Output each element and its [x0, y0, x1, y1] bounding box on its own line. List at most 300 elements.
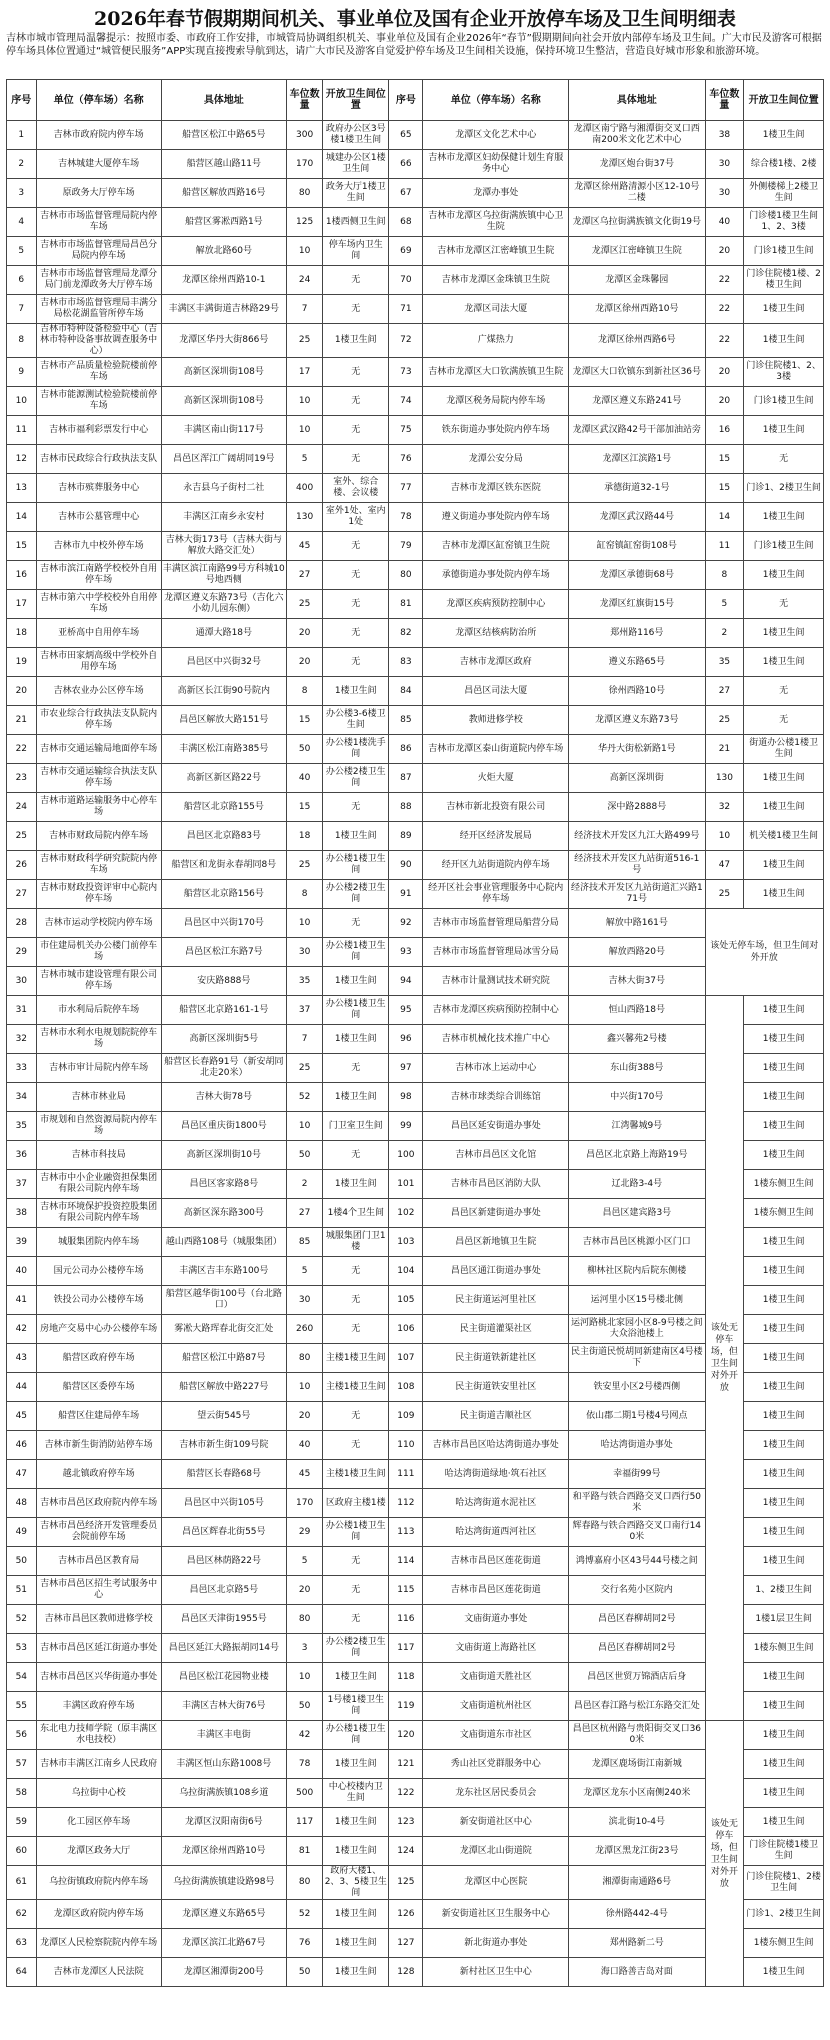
cell-index-2: 118	[389, 1663, 423, 1692]
cell-spaces: 50	[286, 1958, 322, 1987]
cell-unit-name-2: 吉林市昌邑区莲花街道	[423, 1576, 569, 1605]
cell-unit-name-2: 民主街道运河里社区	[423, 1286, 569, 1315]
cell-toilet: 主楼1楼卫生间	[323, 1373, 389, 1402]
cell-address-2: 经济技术开发区九站街道516-1号	[569, 851, 706, 880]
cell-toilet: 无	[323, 1286, 389, 1315]
table-row	[7, 851, 824, 880]
cell-unit-name-2: 龙潭区文化艺术中心	[423, 121, 569, 150]
cell-unit-name-2: 哈达湾街道水泥社区	[423, 1489, 569, 1518]
cell-toilet-2: 1楼卫生间	[744, 996, 824, 1025]
cell-address: 船营区越山路11号	[161, 150, 286, 179]
cell-address: 丰满区江南乡永安村	[161, 503, 286, 532]
cell-address: 昌邑区延江大路振胡同14号	[161, 1634, 286, 1663]
cell-unit-name-2: 龙东社区居民委员会	[423, 1779, 569, 1808]
cell-index: 52	[7, 1605, 37, 1634]
cell-address: 高新区深圳街10号	[161, 1141, 286, 1170]
cell-address-2: 鑫兴馨苑2号楼	[569, 1025, 706, 1054]
cell-unit-name-2: 吉林市球类综合训练馆	[423, 1083, 569, 1112]
cell-index-2: 115	[389, 1576, 423, 1605]
cell-unit-name: 房地产交易中心办公楼停车场	[36, 1315, 161, 1344]
cell-address: 昌邑区辉春北街55号	[161, 1518, 286, 1547]
cell-spaces-2: 20	[705, 237, 744, 266]
cell-toilet: 1楼卫生间	[323, 1958, 389, 1987]
cell-spaces: 170	[286, 150, 322, 179]
merged-note-cell: 该处无停车场，但卫生间对外开放	[705, 1721, 744, 1987]
cell-unit-name: 吉林市昌邑区延江街道办事处	[36, 1634, 161, 1663]
cell-index: 43	[7, 1344, 37, 1373]
cell-unit-name: 丰满区政府停车场	[36, 1692, 161, 1721]
cell-unit-name: 铁投公司办公楼停车场	[36, 1286, 161, 1315]
cell-unit-name: 吉林市昌邑区教育局	[36, 1547, 161, 1576]
cell-unit-name-2: 吉林市龙潭区铁东医院	[423, 474, 569, 503]
cell-spaces: 2	[286, 1170, 322, 1199]
cell-address-2: 恒山西路18号	[569, 996, 706, 1025]
cell-toilet: 无	[323, 1605, 389, 1634]
header-toilet: 开放卫生间位置	[323, 80, 389, 121]
cell-index-2: 70	[389, 266, 423, 295]
cell-index: 1	[7, 121, 37, 150]
cell-toilet-2: 1楼卫生间	[744, 1431, 824, 1460]
cell-address-2: 依山郡二期1号楼4号网点	[569, 1402, 706, 1431]
header-address-2: 具体地址	[569, 80, 706, 121]
cell-address: 丰满区松江南路385号	[161, 735, 286, 764]
cell-spaces: 5	[286, 1257, 322, 1286]
cell-index: 17	[7, 590, 37, 619]
cell-address-2: 龙潭区承德街68号	[569, 561, 706, 590]
cell-unit-name-2: 龙潭区中心医院	[423, 1866, 569, 1900]
cell-address: 龙潭区华丹大街866号	[161, 324, 286, 358]
cell-toilet-2: 1楼卫生间	[744, 619, 824, 648]
cell-toilet-2: 1楼卫生间	[744, 1692, 824, 1721]
table-row	[7, 1025, 824, 1054]
cell-unit-name-2: 经开区经济发展局	[423, 822, 569, 851]
cell-address-2: 龙潭区红旗街15号	[569, 590, 706, 619]
cell-address: 高新区深东路300号	[161, 1199, 286, 1228]
cell-unit-name: 吉林市市场监督管理局院内停车场	[36, 208, 161, 237]
cell-spaces-2: 15	[705, 474, 744, 503]
cell-unit-name-2: 吉林市市场监督管理局船营分局	[423, 909, 569, 938]
cell-address-2: 运河里小区15号楼北侧	[569, 1286, 706, 1315]
cell-address-2: 和平路与铁合西路交叉口西行50米	[569, 1489, 706, 1518]
cell-spaces-2: 25	[705, 706, 744, 735]
cell-spaces: 18	[286, 822, 322, 851]
cell-address: 昌邑区中兴街170号	[161, 909, 286, 938]
cell-spaces: 5	[286, 1547, 322, 1576]
cell-toilet-2: 1楼卫生间	[744, 503, 824, 532]
cell-index-2: 122	[389, 1779, 423, 1808]
cell-spaces: 400	[286, 474, 322, 503]
cell-index-2: 123	[389, 1808, 423, 1837]
table-row	[7, 1141, 824, 1170]
cell-address: 昌邑区中兴街105号	[161, 1489, 286, 1518]
cell-spaces: 27	[286, 561, 322, 590]
table-row	[7, 1721, 824, 1750]
cell-unit-name-2: 吉林市龙潭区缸窑镇卫生院	[423, 532, 569, 561]
cell-unit-name: 吉林市财政投资评审中心院内停车场	[36, 880, 161, 909]
cell-index-2: 116	[389, 1605, 423, 1634]
table-row	[7, 590, 824, 619]
cell-toilet: 政府大楼1、2、3、5楼卫生间	[324, 1866, 387, 1898]
cell-index-2: 72	[389, 324, 423, 358]
table-row	[7, 1750, 824, 1779]
cell-toilet: 办公楼1楼卫生间	[323, 938, 389, 967]
cell-address-2: 解放西路20号	[569, 938, 706, 967]
cell-address-2: 龙潭区黑龙江街23号	[569, 1837, 706, 1866]
cell-spaces: 80	[286, 1344, 322, 1373]
header-address: 具体地址	[161, 80, 286, 121]
cell-toilet-2: 门诊1楼卫生间	[744, 387, 824, 416]
cell-toilet: 区政府主楼1楼	[323, 1489, 389, 1518]
cell-unit-name-2: 吉林市新北投资有限公司	[423, 793, 569, 822]
header-spaces-2: 车位数量	[705, 80, 744, 121]
cell-toilet-2: 1楼卫生间	[744, 121, 824, 150]
table-row	[7, 1489, 824, 1518]
cell-index-2: 68	[389, 208, 423, 237]
cell-index-2: 96	[389, 1025, 423, 1054]
table-row	[7, 677, 824, 706]
cell-unit-name-2: 吉林市龙潭区妇幼保健计划生育服务中心	[423, 150, 569, 179]
cell-toilet: 无	[323, 1141, 389, 1170]
cell-toilet: 办公楼3-6楼卫生间	[323, 706, 389, 735]
table-row	[7, 880, 824, 909]
cell-index: 56	[7, 1721, 37, 1750]
cell-address: 船营区解放西路16号	[161, 179, 286, 208]
cell-index-2: 85	[389, 706, 423, 735]
cell-toilet: 主楼1楼卫生间	[323, 1344, 389, 1373]
cell-index: 48	[7, 1489, 37, 1518]
cell-index: 7	[7, 295, 37, 324]
cell-toilet-2: 1楼卫生间	[744, 1663, 824, 1692]
cell-address: 丰满区南山街117号	[161, 416, 286, 445]
cell-unit-name-2: 文庙街道天胜社区	[423, 1663, 569, 1692]
table-row	[7, 208, 824, 237]
cell-address: 高新区新区路22号	[161, 764, 286, 793]
cell-unit-name-2: 新北街道办事处	[423, 1929, 569, 1958]
cell-unit-name-2: 昌邑区延安街道办事处	[423, 1112, 569, 1141]
cell-address-2: 中兴街170号	[569, 1083, 706, 1112]
cell-toilet-2: 无	[744, 706, 824, 735]
table-row	[7, 619, 824, 648]
cell-unit-name-2: 文庙街道办事处	[423, 1605, 569, 1634]
cell-spaces-2: 38	[705, 121, 744, 150]
table-row	[7, 445, 824, 474]
cell-toilet-2: 1楼卫生间	[744, 880, 824, 909]
cell-toilet-2: 门诊住院楼1楼卫生间	[744, 1837, 824, 1866]
table-row	[7, 1866, 824, 1900]
cell-unit-name: 吉林市昌邑经济开发管理委员会院前停车场	[36, 1518, 161, 1547]
cell-toilet-2: 1楼卫生间	[744, 1489, 824, 1518]
cell-spaces: 10	[286, 387, 322, 416]
cell-unit-name-2: 遵义街道办事处院内停车场	[423, 503, 569, 532]
cell-unit-name-2: 昌邑区司法大厦	[423, 677, 569, 706]
cell-unit-name: 吉林市能源测试检验院楼前停车场	[36, 387, 161, 416]
cell-address-2: 昌邑区杭州路与贵阳街交叉口360米	[569, 1721, 706, 1750]
cell-index-2: 104	[389, 1257, 423, 1286]
table-body	[7, 121, 824, 1987]
cell-index-2: 87	[389, 764, 423, 793]
cell-toilet-2: 1楼卫生间	[744, 1547, 824, 1576]
cell-toilet: 无	[323, 619, 389, 648]
cell-toilet: 室外、综合楼、会议楼	[323, 474, 389, 503]
cell-index: 62	[7, 1900, 37, 1929]
cell-unit-name-2: 吉林市计量测试技术研究院	[423, 967, 569, 996]
cell-toilet: 主楼1楼卫生间	[323, 1460, 389, 1489]
cell-spaces: 20	[286, 1402, 322, 1431]
cell-address: 昌邑区北京路83号	[161, 822, 286, 851]
cell-spaces-2: 25	[705, 880, 744, 909]
table-row	[7, 1634, 824, 1663]
cell-address: 船营区松江中路87号	[161, 1344, 286, 1373]
table-row	[7, 1576, 824, 1605]
cell-unit-name: 国元公司办公楼停车场	[36, 1257, 161, 1286]
cell-unit-name-2: 民主街道铁新建社区	[423, 1344, 569, 1373]
cell-toilet-2: 1楼卫生间	[744, 1315, 824, 1344]
table-row	[7, 1663, 824, 1692]
cell-unit-name: 越北镇政府停车场	[36, 1460, 161, 1489]
cell-toilet: 城服集团门卫1楼	[323, 1228, 389, 1257]
cell-unit-name-2: 哈达湾街道西河社区	[423, 1518, 569, 1547]
cell-toilet: 1楼卫生间	[323, 1837, 389, 1866]
cell-unit-name: 船营区区委停车场	[36, 1373, 161, 1402]
cell-address-2: 缸窑镇缸窑街108号	[569, 532, 706, 561]
cell-index-2: 103	[389, 1228, 423, 1257]
cell-toilet: 无	[323, 793, 389, 822]
cell-spaces: 30	[286, 938, 322, 967]
cell-spaces: 117	[286, 1808, 322, 1837]
cell-index-2: 121	[389, 1750, 423, 1779]
cell-unit-name: 亚桥高中自用停车场	[36, 619, 161, 648]
cell-unit-name-2: 民主街道灌渠社区	[423, 1315, 569, 1344]
cell-spaces: 25	[286, 851, 322, 880]
header-spaces: 车位数量	[286, 80, 322, 121]
cell-toilet-2: 门诊楼1楼卫生间1、2、3楼	[744, 208, 824, 237]
cell-index: 4	[7, 208, 37, 237]
cell-index: 63	[7, 1929, 37, 1958]
table-row	[7, 1054, 824, 1083]
cell-unit-name-2: 吉林市龙潭区政府	[423, 648, 569, 677]
cell-spaces: 5	[286, 445, 322, 474]
cell-spaces-2: 30	[705, 150, 744, 179]
table-row	[7, 1808, 824, 1837]
cell-unit-name: 吉林市市场监督管理局丰满分局松花湖监管所停车场	[36, 295, 161, 324]
cell-unit-name: 吉林市道路运输服务中心停车场	[36, 793, 161, 822]
cell-unit-name: 吉林市昌邑区兴华街道办事处	[36, 1663, 161, 1692]
cell-toilet: 办公楼1楼卫生间	[323, 996, 389, 1025]
cell-toilet: 无	[323, 416, 389, 445]
cell-address: 丰满区吉丰东路100号	[161, 1257, 286, 1286]
cell-unit-name-2: 吉林市昌邑区莲花街道	[423, 1547, 569, 1576]
cell-toilet-2: 1楼卫生间	[744, 295, 824, 324]
cell-address-2: 深中路2888号	[569, 793, 706, 822]
cell-address-2: 幸福街99号	[569, 1460, 706, 1489]
cell-spaces: 10	[286, 1373, 322, 1402]
cell-unit-name: 吉林市昌邑区政府院内停车场	[36, 1489, 161, 1518]
cell-unit-name: 吉林市政府院内停车场	[36, 121, 161, 150]
cell-index: 12	[7, 445, 37, 474]
table-row	[7, 996, 824, 1025]
cell-unit-name: 化工园区停车场	[36, 1808, 161, 1837]
cell-toilet-2: 街道办公楼1楼卫生间	[744, 735, 824, 764]
cell-index-2: 112	[389, 1489, 423, 1518]
cell-index-2: 108	[389, 1373, 423, 1402]
cell-spaces: 80	[286, 179, 322, 208]
cell-unit-name-2: 龙潭办事处	[423, 179, 569, 208]
table-row	[7, 561, 824, 590]
cell-address-2: 龙潭区金珠馨园	[569, 266, 706, 295]
cell-toilet-2: 门诊1、2楼卫生间	[744, 1900, 824, 1929]
cell-spaces: 78	[286, 1750, 322, 1779]
cell-address-2: 龙潭区徐州西路10号	[569, 295, 706, 324]
cell-index-2: 73	[389, 358, 423, 387]
cell-unit-name: 吉林市科技局	[36, 1141, 161, 1170]
cell-toilet-2: 无	[744, 677, 824, 706]
cell-index-2: 83	[389, 648, 423, 677]
cell-spaces: 10	[286, 237, 322, 266]
cell-index-2: 79	[389, 532, 423, 561]
cell-index-2: 111	[389, 1460, 423, 1489]
cell-address-2: 哈达湾街道办事处	[569, 1431, 706, 1460]
table-row	[7, 1431, 824, 1460]
cell-address-2: 吉林市昌邑区桃源小区门口	[569, 1228, 706, 1257]
table-row	[7, 1518, 824, 1547]
cell-unit-name-2: 吉林市龙潭区乌拉街满族镇中心卫生院	[423, 208, 569, 237]
cell-address-2: 辉春路与铁合西路交叉口南行140米	[569, 1518, 706, 1547]
cell-spaces: 30	[286, 1286, 322, 1315]
cell-address-2: 柳林社区院内后院东侧楼	[569, 1257, 706, 1286]
header-unit-name-2: 单位（停车场）名称	[423, 80, 569, 121]
cell-toilet: 无	[323, 358, 389, 387]
cell-address: 昌邑区客家路8号	[161, 1170, 286, 1199]
cell-toilet: 无	[323, 909, 389, 938]
cell-address: 昌邑区浑江广阔胡同19号	[161, 445, 286, 474]
cell-toilet-2: 1楼卫生间	[744, 1779, 824, 1808]
cell-spaces: 25	[286, 324, 322, 358]
table-row	[7, 706, 824, 735]
cell-toilet: 1楼卫生间	[323, 1170, 389, 1199]
cell-toilet: 1楼卫生间	[323, 967, 389, 996]
cell-spaces-2: 32	[705, 793, 744, 822]
cell-toilet: 室外1处、室内1处	[323, 503, 389, 532]
cell-toilet: 无	[323, 561, 389, 590]
cell-spaces: 10	[286, 1663, 322, 1692]
cell-unit-name: 吉林市财政科学研究院院内停车场	[36, 851, 161, 880]
cell-index: 22	[7, 735, 37, 764]
cell-address: 龙潭区湘潭街200号	[161, 1958, 286, 1987]
cell-address: 丰满区恒山东路1008号	[161, 1750, 286, 1779]
cell-index: 9	[7, 358, 37, 387]
cell-address-2: 龙潭区遵义东路73号	[569, 706, 706, 735]
cell-toilet-2: 1楼卫生间	[744, 1373, 824, 1402]
cell-unit-name-2: 龙潭区司法大厦	[423, 295, 569, 324]
cell-address: 龙潭区遵义东路65号	[161, 1900, 286, 1929]
cell-address: 昌邑区松江东路7号	[161, 938, 286, 967]
cell-unit-name: 吉林市交通运输综合执法支队停车场	[36, 764, 161, 793]
cell-toilet-2: 1楼东侧卫生间	[744, 1199, 824, 1228]
cell-unit-name-2: 昌邑区通江街道办事处	[423, 1257, 569, 1286]
cell-index-2: 119	[389, 1692, 423, 1721]
cell-index-2: 114	[389, 1547, 423, 1576]
cell-address-2: 龙潭区徐州路清源小区12-10号二楼	[569, 179, 706, 208]
cell-toilet: 1号楼1楼卫生间	[323, 1692, 389, 1721]
cell-index-2: 128	[389, 1958, 423, 1987]
table-row	[7, 1692, 824, 1721]
cell-index: 29	[7, 938, 37, 967]
cell-unit-name-2: 龙潭区北山街道院	[423, 1837, 569, 1866]
cell-unit-name: 吉林市水利水电规划院院停车场	[36, 1025, 161, 1054]
cell-spaces: 300	[286, 121, 322, 150]
cell-index: 49	[7, 1518, 37, 1547]
cell-index: 53	[7, 1634, 37, 1663]
cell-address-2: 滨北街10-4号	[569, 1808, 706, 1837]
cell-index-2: 117	[389, 1634, 423, 1663]
cell-address-2: 铁安里小区2号楼西侧	[569, 1373, 706, 1402]
cell-index: 51	[7, 1576, 37, 1605]
cell-toilet-2: 1楼卫生间	[744, 416, 824, 445]
cell-toilet: 办公楼1楼卫生间	[323, 1721, 389, 1750]
table-row	[7, 266, 824, 295]
cell-unit-name: 龙潭区政务大厅	[36, 1837, 161, 1866]
table-row	[7, 648, 824, 677]
cell-index: 31	[7, 996, 37, 1025]
cell-toilet-2: 门诊住院楼1楼、2楼卫生间	[744, 266, 824, 295]
cell-unit-name: 吉林农业办公区停车场	[36, 677, 161, 706]
table-row	[7, 1837, 824, 1866]
cell-unit-name: 吉林市市场监督管理局昌邑分局院内停车场	[36, 237, 161, 266]
cell-spaces: 260	[286, 1315, 322, 1344]
cell-toilet-2: 1楼卫生间	[744, 1750, 824, 1779]
cell-unit-name-2: 吉林市昌邑区消防大队	[423, 1170, 569, 1199]
cell-address: 船营区松江中路65号	[161, 121, 286, 150]
cell-address: 望云街545号	[161, 1402, 286, 1431]
cell-index: 60	[7, 1837, 37, 1866]
table-row	[7, 324, 824, 358]
cell-address-2: 昌邑区春江路与松江东路交汇处	[569, 1692, 706, 1721]
cell-spaces: 17	[286, 358, 322, 387]
table-row	[7, 909, 824, 938]
cell-address: 船营区长春路68号	[161, 1460, 286, 1489]
cell-unit-name: 吉林市民政综合行政执法支队	[36, 445, 161, 474]
cell-index: 37	[7, 1170, 37, 1199]
cell-spaces: 25	[286, 1054, 322, 1083]
cell-unit-name: 吉林市运动学校院内停车场	[36, 909, 161, 938]
cell-address-2: 昌邑区建宾路3号	[569, 1199, 706, 1228]
cell-address: 乌拉街满族镇建设路98号	[161, 1866, 286, 1900]
cell-address: 龙潭区汉阳南街6号	[161, 1808, 286, 1837]
cell-address-2: 经济技术开发区九江大路499号	[569, 822, 706, 851]
cell-spaces-2: 16	[705, 416, 744, 445]
cell-index: 25	[7, 822, 37, 851]
cell-unit-name: 龙潭区政府院内停车场	[36, 1900, 161, 1929]
cell-spaces-2: 40	[705, 208, 744, 237]
cell-unit-name: 吉林市特种设备检验中心（吉林市特种设备事故调查服务中心）	[36, 324, 161, 358]
cell-address-2: 龙潭区江滨路1号	[569, 445, 706, 474]
cell-index-2: 109	[389, 1402, 423, 1431]
cell-toilet-2: 1楼卫生间	[744, 1958, 824, 1987]
cell-spaces: 50	[286, 1692, 322, 1721]
cell-index-2: 99	[389, 1112, 423, 1141]
cell-toilet: 无	[323, 1257, 389, 1286]
table-row	[7, 793, 824, 822]
cell-address: 丰满区丰电街	[161, 1721, 286, 1750]
cell-unit-name: 船营区政府停车场	[36, 1344, 161, 1373]
cell-spaces: 76	[286, 1929, 322, 1958]
cell-toilet-2: 1、2楼卫生间	[744, 1576, 824, 1605]
cell-address: 船营区北京路155号	[161, 793, 286, 822]
cell-toilet: 无	[323, 1402, 389, 1431]
cell-address: 丰满区丰满街道吉林路29号	[161, 295, 286, 324]
cell-toilet-2: 1楼卫生间	[744, 1257, 824, 1286]
cell-index: 42	[7, 1315, 37, 1344]
